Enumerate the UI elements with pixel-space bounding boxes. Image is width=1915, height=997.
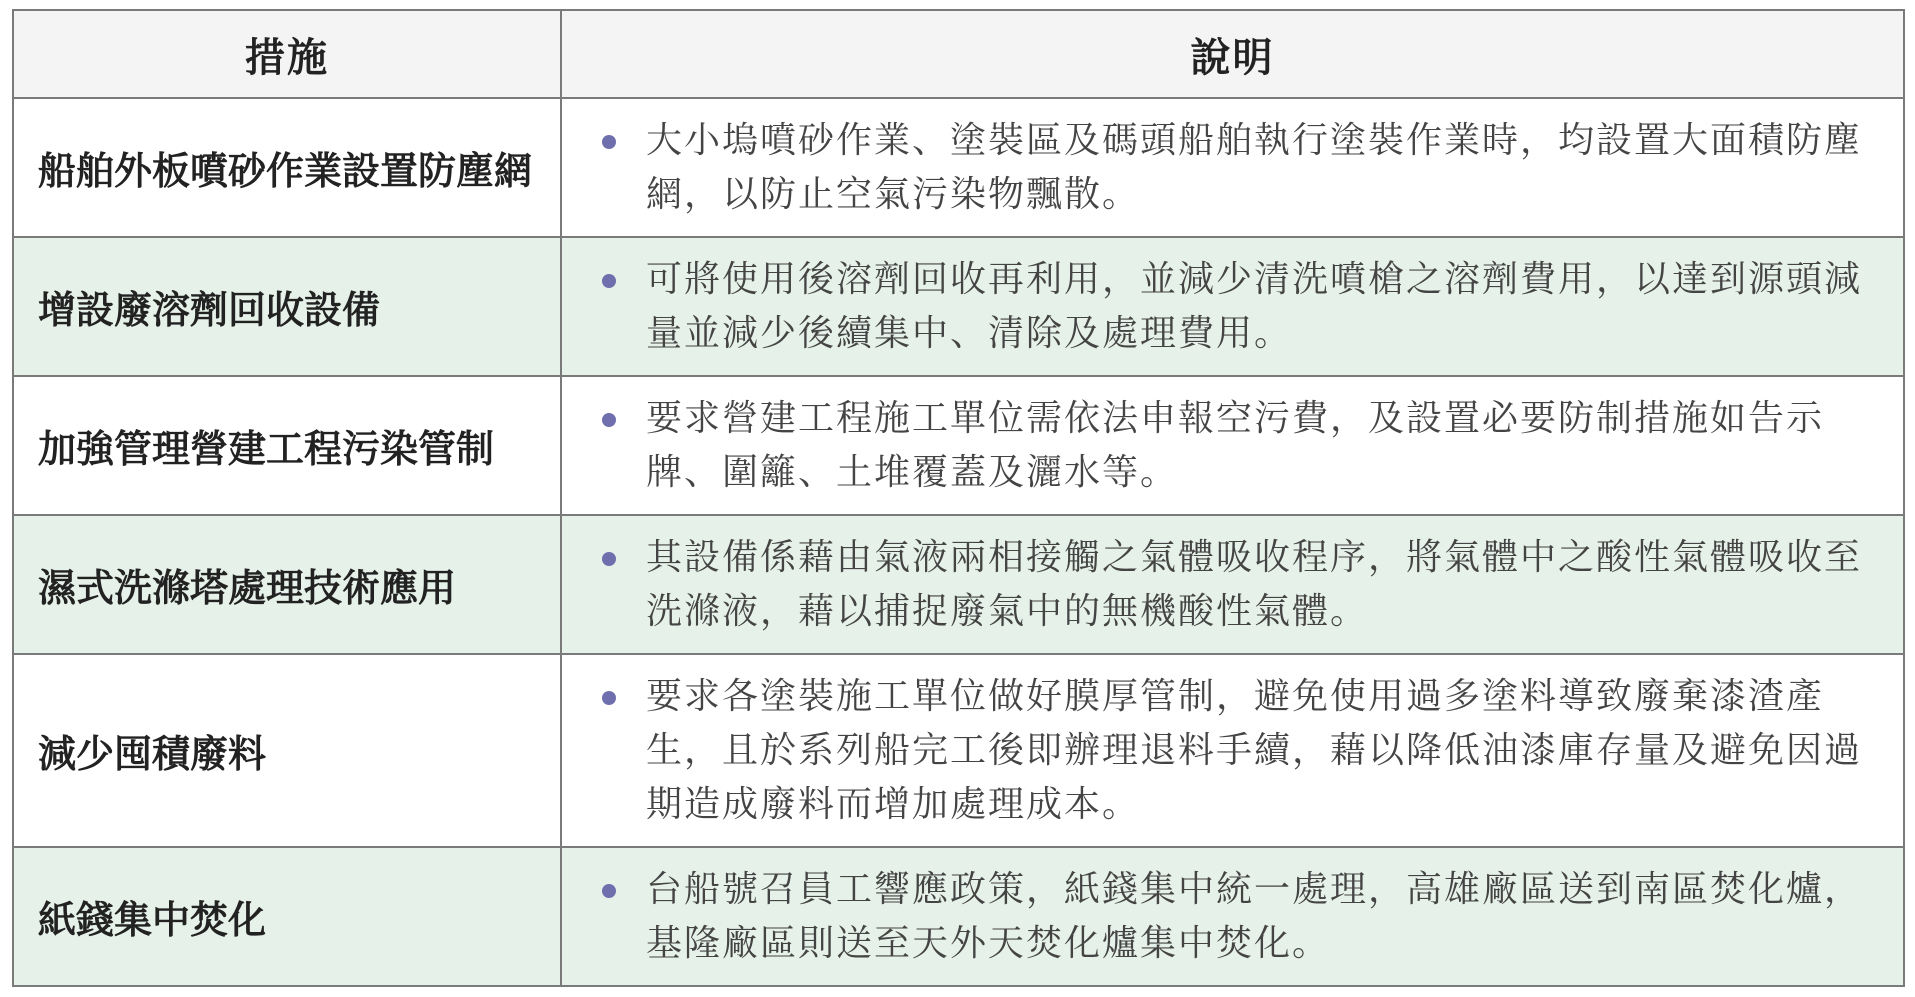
description-cell (561, 98, 1904, 237)
bullet-icon (602, 691, 616, 705)
bullet-icon (602, 135, 616, 149)
bullet-item (602, 863, 1863, 971)
bullet-item (602, 253, 1863, 361)
bullet-icon (602, 552, 616, 566)
table-row (13, 98, 1904, 237)
description-cell (561, 376, 1904, 515)
bullet-icon (602, 884, 616, 898)
description-text: 大小塢噴砂作業、塗裝區及碼頭船舶執行塗裝作業時，均設置大面積防塵網，以防止空氣污染物飄散。 (646, 119, 1863, 215)
measure-cell: 加強管理營建工程污染管制 (13, 376, 561, 515)
description-text: 要求各塗裝施工單位做好膜厚管制，避免使用過多塗料導致廢棄漆渣產生，且於系列船完工後即辦理退料手續，藉以降低油漆庫存量及避免因過期造成廢料而增加處理成本。 (646, 675, 1863, 825)
table-row (13, 515, 1904, 654)
bullet-icon (602, 413, 616, 427)
table-row (13, 376, 1904, 515)
measures-table-wrapper (12, 9, 1905, 987)
header-description: 說明 (561, 10, 1904, 98)
measures-table (12, 9, 1905, 987)
bullet-item (602, 670, 1863, 832)
table-header-row (13, 10, 1904, 98)
description-cell (561, 515, 1904, 654)
measure-cell: 濕式洗滌塔處理技術應用 (13, 515, 561, 654)
description-text: 可將使用後溶劑回收再利用，並減少清洗噴槍之溶劑費用，以達到源頭減量並減少後續集中、清除及處理費用。 (646, 258, 1863, 354)
bullet-item (602, 114, 1863, 222)
description-text: 台船號召員工響應政策，紙錢集中統一處理，高雄廠區送到南區焚化爐，基隆廠區則送至天外天焚化爐集中焚化。 (646, 868, 1863, 964)
measure-cell: 減少囤積廢料 (13, 654, 561, 847)
description-cell (561, 847, 1904, 986)
description-cell (561, 237, 1904, 376)
measure-cell: 增設廢溶劑回收設備 (13, 237, 561, 376)
bullet-icon (602, 274, 616, 288)
header-measure: 措施 (13, 10, 561, 98)
table-row (13, 847, 1904, 986)
table-row (13, 654, 1904, 847)
measure-cell: 紙錢集中焚化 (13, 847, 561, 986)
description-text: 要求營建工程施工單位需依法申報空污費，及設置必要防制措施如告示牌、圍籬、土堆覆蓋及灑水等。 (646, 397, 1825, 493)
description-cell (561, 654, 1904, 847)
measure-cell: 船舶外板噴砂作業設置防塵網 (13, 98, 561, 237)
table-row (13, 237, 1904, 376)
description-text: 其設備係藉由氣液兩相接觸之氣體吸收程序，將氣體中之酸性氣體吸收至洗滌液，藉以捕捉廢氣中的無機酸性氣體。 (646, 536, 1863, 632)
bullet-item (602, 531, 1863, 639)
bullet-item (602, 392, 1863, 500)
